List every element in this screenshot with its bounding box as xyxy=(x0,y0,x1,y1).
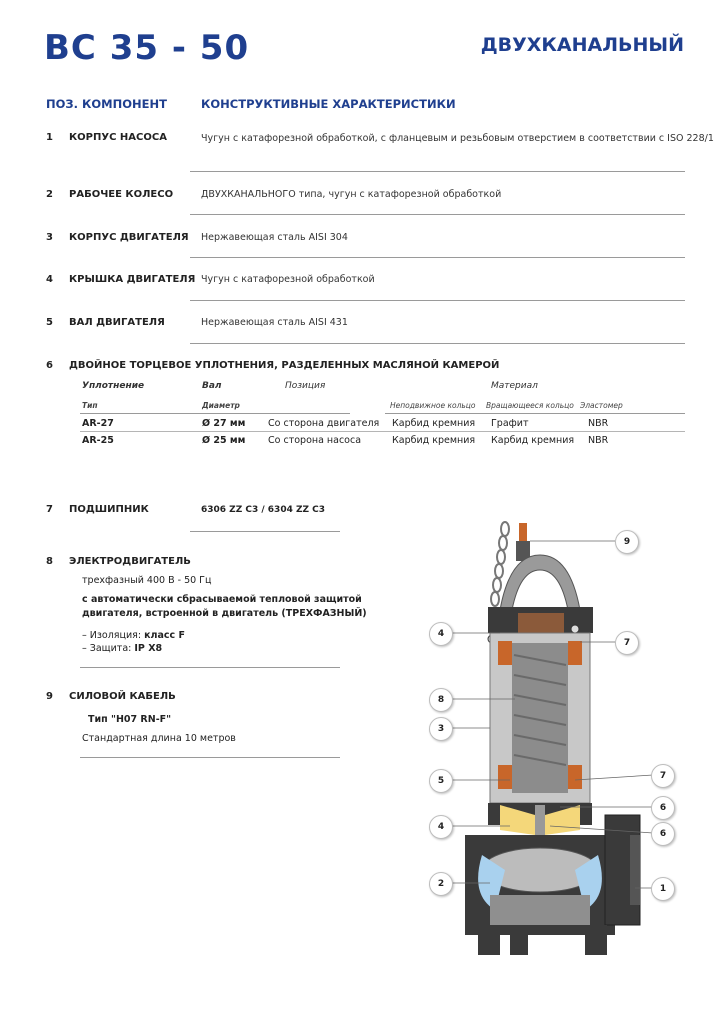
seal-row-type: AR-25 xyxy=(82,435,114,446)
winding-top-right xyxy=(568,641,582,665)
row-number: 7 xyxy=(46,504,53,515)
pump-type-title: ДВУХКАНАЛЬНЫЙ xyxy=(480,34,684,56)
row-name: ПОДШИПНИК xyxy=(69,504,149,515)
motor-protection-line-1: с автоматически сбрасываемой тепловой защитой xyxy=(82,594,362,605)
foot-middle xyxy=(510,925,528,955)
callout-7-bottom: 7 xyxy=(651,764,675,788)
foot-left xyxy=(478,925,500,955)
protection-label: – Защита: xyxy=(82,643,135,654)
row-number: 9 xyxy=(46,691,53,702)
seal-sub-diameter: Диаметр xyxy=(202,401,240,410)
seal-row-rotating: Карбид кремния xyxy=(491,435,575,446)
seal-row-fixed: Карбид кремния xyxy=(392,418,476,429)
callout-9: 9 xyxy=(615,530,639,554)
callout-3: 3 xyxy=(429,717,453,741)
column-header-characteristics: КОНСТРУКТИВНЫЕ ХАРАКТЕРИСТИКИ xyxy=(201,97,456,111)
motor-protection-line-2: двигателя, встроенной в двигатель (ТРЕХФАЗНЫЙ) xyxy=(82,608,367,619)
motor-insulation xyxy=(82,630,185,641)
row-description: Нержавеющая сталь AISI 304 xyxy=(201,232,348,243)
seal-divider xyxy=(80,431,685,432)
callout-1: 1 xyxy=(651,877,675,901)
insulation-label: – Изоляция: xyxy=(82,630,145,641)
callout-4-bottom: 4 xyxy=(429,815,453,839)
divider xyxy=(190,214,685,215)
row-name: КОРПУС ДВИГАТЕЛЯ xyxy=(69,232,189,243)
seal-head-seal: Уплотнение xyxy=(82,381,145,391)
flange-face xyxy=(630,835,640,905)
seal-sub-elastomer: Эластомер xyxy=(580,401,623,410)
callout-6-bottom: 6 xyxy=(651,822,675,846)
seal-row-diameter: Ø 25 мм xyxy=(202,435,246,446)
row-description: Чугун с катафорезной обработкой, с фланцевым и резьбовым отверстием в соответствии с ISO 228/1 xyxy=(201,133,714,144)
cable-type: Тип "H07 RN-F" xyxy=(88,714,172,725)
insulation-value: класс F xyxy=(144,630,185,641)
divider xyxy=(190,300,685,301)
seal-divider xyxy=(385,413,685,414)
row-number: 4 xyxy=(46,274,53,285)
protection-value: IP X8 xyxy=(134,643,163,654)
row-name: СИЛОВОЙ КАБЕЛЬ xyxy=(69,691,176,702)
row-name: КОРПУС НАСОСА xyxy=(69,132,167,143)
row-number: 5 xyxy=(46,317,53,328)
divider xyxy=(80,757,340,758)
winding-bottom-left xyxy=(498,765,512,789)
seal-head-material: Материал xyxy=(491,381,538,391)
lifting-handle xyxy=(500,555,580,610)
bearing-value: 6306 ZZ C3 / 6304 ZZ C3 xyxy=(201,505,326,515)
row-number: 3 xyxy=(46,232,53,243)
seal-row-position: Со сторона насоса xyxy=(268,435,362,446)
winding-bottom-right xyxy=(568,765,582,789)
row-description: ДВУХКАНАЛЬНОГО типа, чугун с катафорезной обработкой xyxy=(201,189,502,200)
row-number: 8 xyxy=(46,556,53,567)
callout-8: 8 xyxy=(429,688,453,712)
suction-inlet xyxy=(490,895,590,925)
seal-row-elastomer: NBR xyxy=(588,435,609,446)
seal-row-type: AR-27 xyxy=(82,418,114,429)
divider xyxy=(190,257,685,258)
column-header-pos: ПОЗ. КОМПОНЕНТ xyxy=(46,97,167,111)
seal-head-position: Позиция xyxy=(285,381,326,391)
callout-7-top: 7 xyxy=(615,631,639,655)
foot-right xyxy=(585,925,607,955)
row-name: КРЫШКА ДВИГАТЕЛЯ xyxy=(69,274,196,285)
seal-head-shaft: Вал xyxy=(202,381,222,391)
row-description: Чугун с катафорезной обработкой xyxy=(201,274,375,285)
seal-row-fixed: Карбид кремния xyxy=(392,435,476,446)
winding-top-left xyxy=(498,641,512,665)
seal-row-position: Со сторона двигателя xyxy=(268,418,380,429)
row-description: Нержавеющая сталь AISI 431 xyxy=(201,317,348,328)
callout-4-top: 4 xyxy=(429,622,453,646)
row-name: ЭЛЕКТРОДВИГАТЕЛЬ xyxy=(69,556,191,567)
seal-row-diameter: Ø 27 мм xyxy=(202,418,246,429)
seal-sub-fixed-ring: Неподвижное кольцо xyxy=(390,401,476,410)
seal-sub-type: Тип xyxy=(82,401,98,410)
cable-length: Стандартная длина 10 метров xyxy=(82,733,236,744)
motor-ip xyxy=(82,643,162,654)
divider xyxy=(80,667,340,668)
callout-6-top: 6 xyxy=(651,796,675,820)
seal-row-elastomer: NBR xyxy=(588,418,609,429)
divider xyxy=(190,171,685,172)
rotor xyxy=(512,643,568,793)
callout-2: 2 xyxy=(429,872,453,896)
terminal-board xyxy=(518,613,564,633)
seal-row-rotating: Графит xyxy=(491,418,529,429)
motor-voltage: трехфазный 400 В - 50 Гц xyxy=(82,575,212,586)
seal-sub-rotating-ring: Вращающееся кольцо xyxy=(486,401,574,410)
row-number: 2 xyxy=(46,189,53,200)
page-title: BC 35 - 50 xyxy=(44,28,250,68)
row-number: 1 xyxy=(46,132,53,143)
row-name: ВАЛ ДВИГАТЕЛЯ xyxy=(69,317,165,328)
divider xyxy=(190,343,685,344)
seal-title: ДВОЙНОЕ ТОРЦЕВОЕ УПЛОТНЕНИЯ, РАЗДЕЛЕННЫХ МАСЛЯНОЙ КАМЕРОЙ xyxy=(69,360,500,371)
divider xyxy=(190,531,340,532)
seal-divider xyxy=(80,413,350,414)
row-number: 6 xyxy=(46,360,53,371)
callout-5: 5 xyxy=(429,769,453,793)
row-name: РАБОЧЕЕ КОЛЕСО xyxy=(69,189,174,200)
